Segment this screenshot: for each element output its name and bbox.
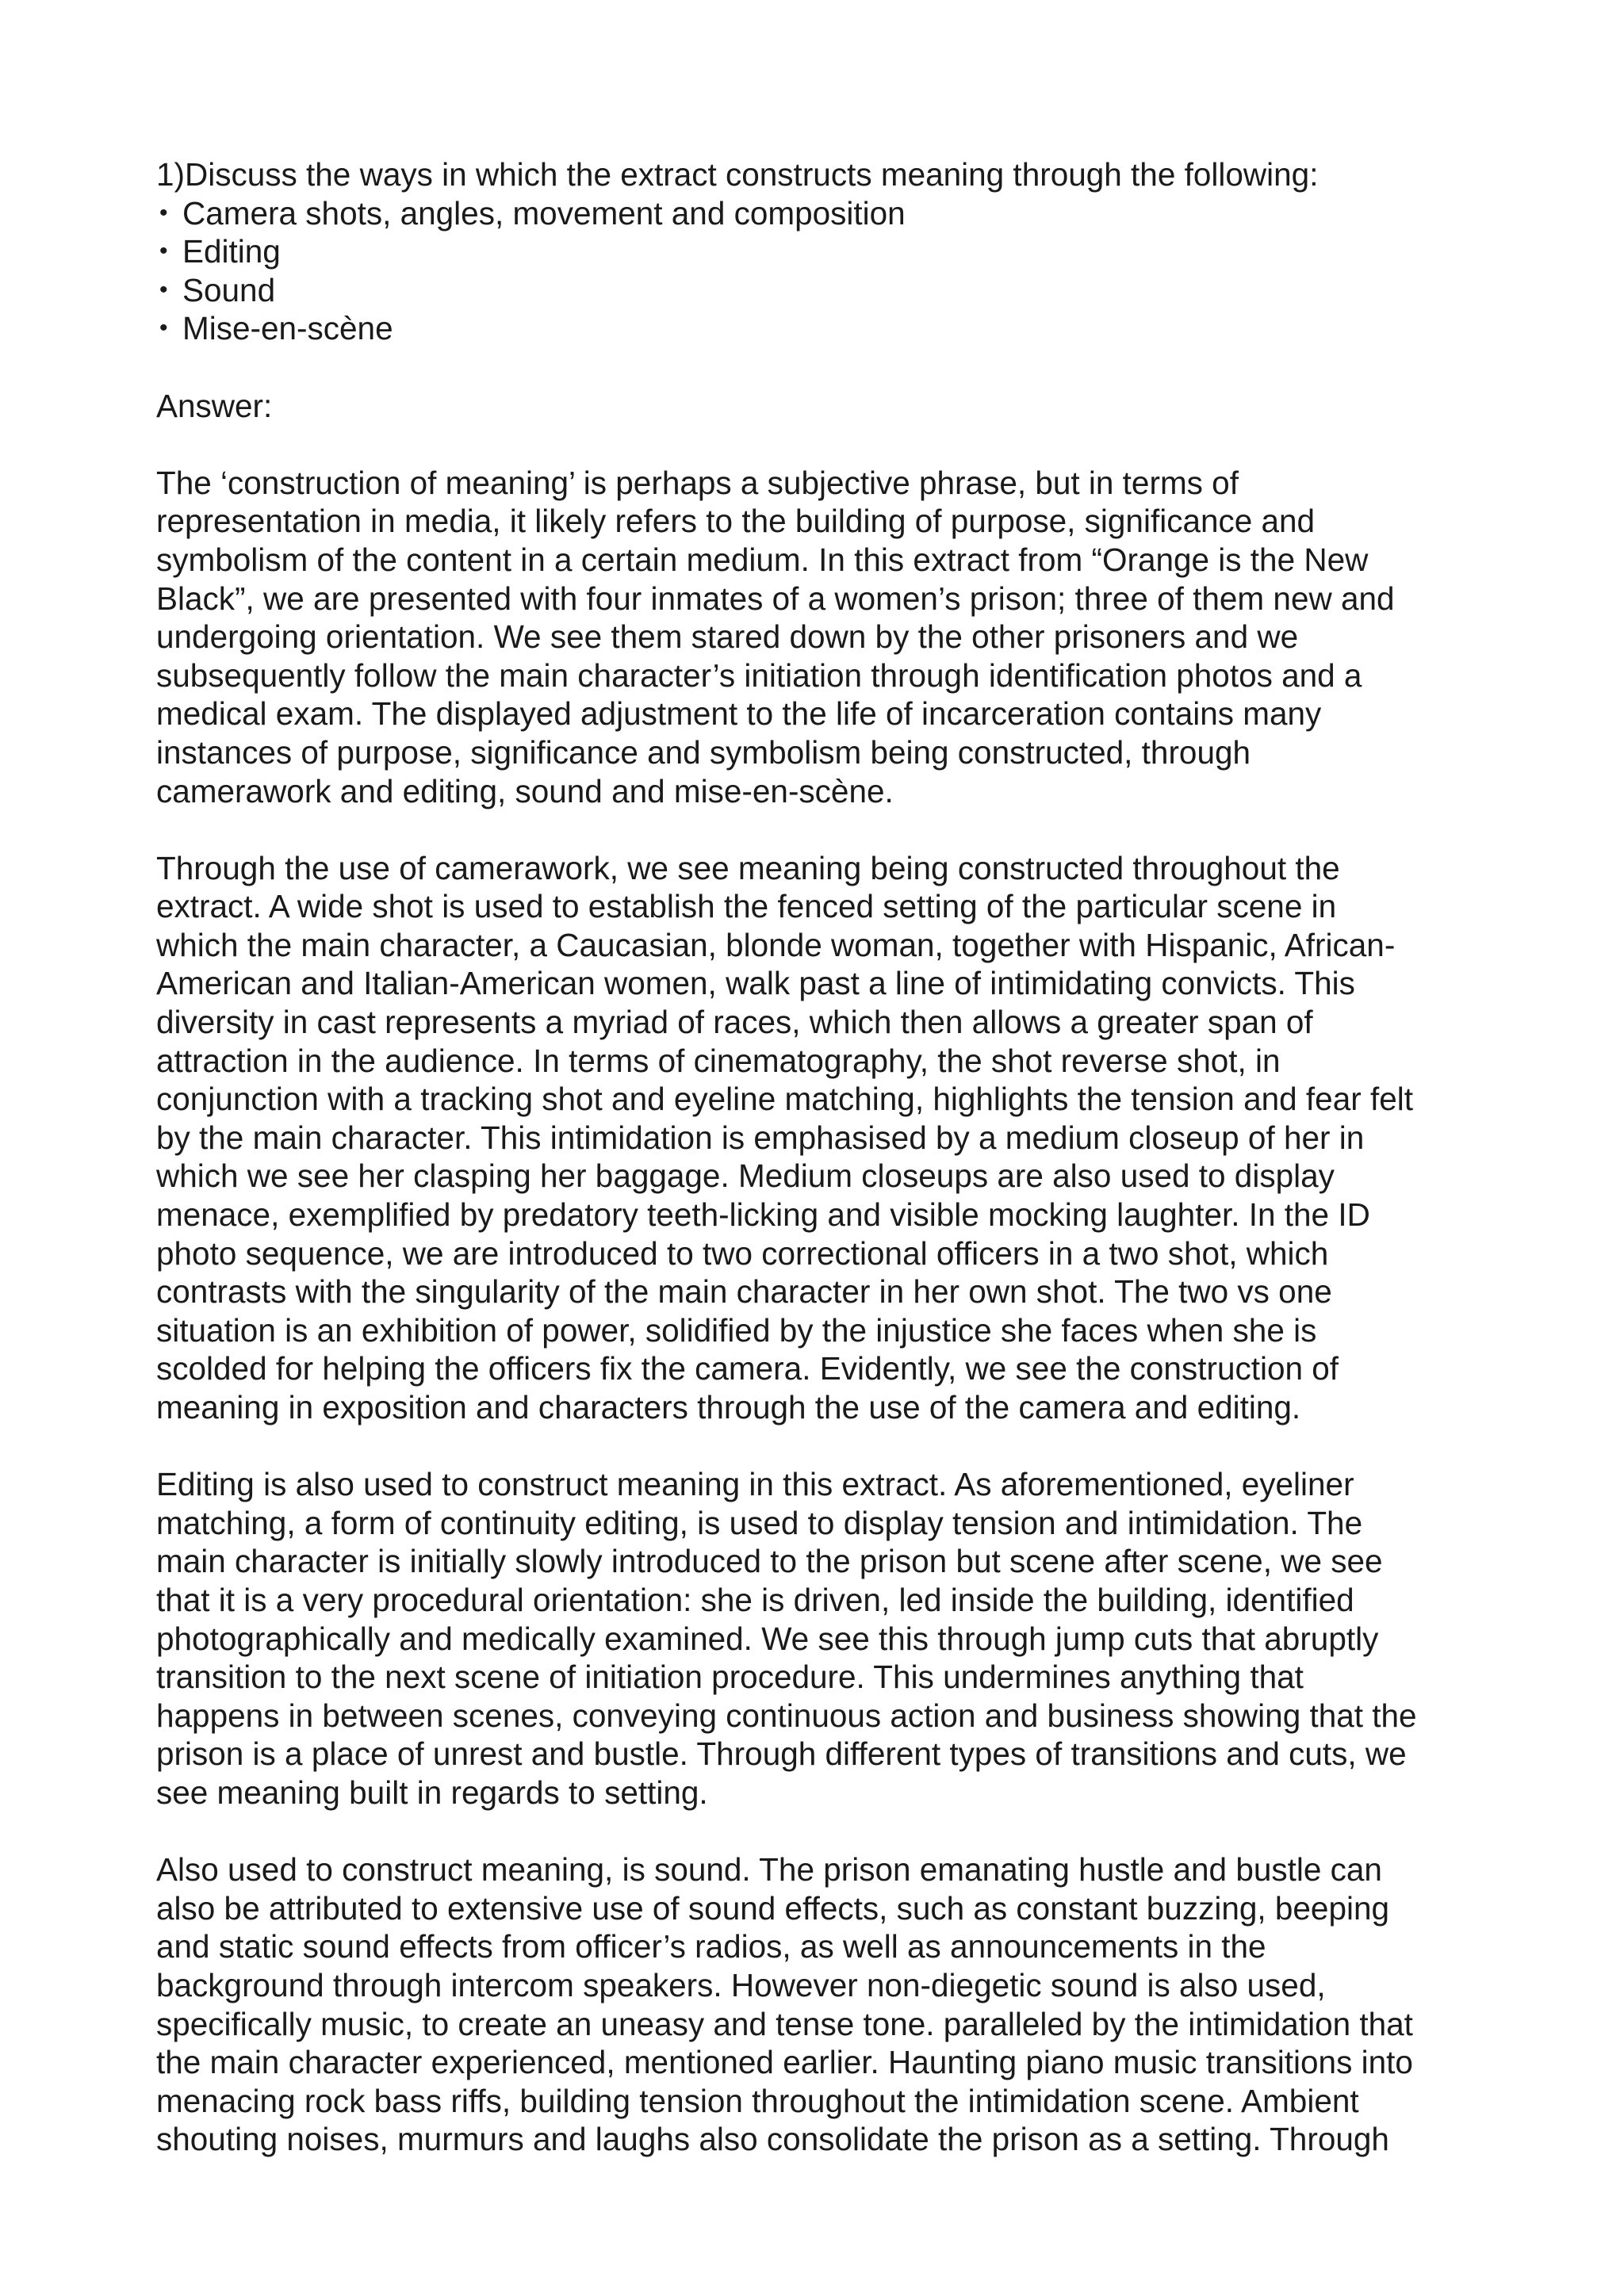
question-prompt: [156, 155, 1496, 194]
bullet-item: [156, 232, 1496, 271]
bullet-item: [156, 194, 1496, 233]
paragraph-editing: Editing is also used to construct meaning in this extract. As aforementioned, eyeliner matching, a form of continuity editing, is used to display tension and intimidation. The main character is initially slowly introduced to the prison but scene after scene, we see that it is a very procedural orientation: she is driven, led inside the building, identified photographically and medically examined. We see this through jump cuts that abruptly transition to the next scene of initiation procedure. This undermines anything that happens in between scenes, conveying continuous action and business showing that the prison is a place of unrest and bustle. Through different types of transitions and cuts, we see meaning built in regards to setting.: [156, 1466, 1417, 1811]
question-bullet-list: [156, 194, 1496, 348]
bullet-icon: •: [159, 238, 168, 265]
bullet-text: Mise-en-scène: [182, 310, 393, 347]
paragraph-introduction: The ‘construction of meaning’ is perhaps a subjective phrase, but in terms of representation in media, it likely refers to the building of purpose, significance and symbolism of the content in a certain medium. In this extract from “Orange is the New Black”, we are presented with four inmates of a women’s prison; three of them new and undergoing orientation. We see them stared down by the other prisoners and we subsequently follow the main character’s initiation through identification photos and a medical exam. The displayed adjustment to the life of incarceration contains many instances of purpose, significance and symbolism being constructed, through camerawork and editing, sound and mise-en-scène.: [156, 464, 1395, 809]
paragraph-camerawork: Through the use of camerawork, we see meaning being constructed throughout the extract. A wide shot is used to establish the fenced setting of the particular scene in which the main character, a Caucasian, blonde woman, together with Hispanic, African- American and Italian-American women, walk past a line of intimidating convicts. This diversity in cast represents a myriad of races, which then allows a greater span of attraction in the audience. In terms of cinematography, the shot reverse shot, in conjunction with a tracking shot and eyeline matching, highlights the tension and fear felt by the main character. This intimidation is emphasised by a medium closeup of her in which we see her clasping her baggage. Medium closeups are also used to display menace, exemplified by predatory teeth-licking and visible mocking laughter. In the ID photo sequence, we are introduced to two correctional officers in a two shot, which contrasts with the singularity of the main character in her own shot. The two vs one situation is an exhibition of power, solidified by the injustice she faces when she is scolded for helping the officers fix the camera. Evidently, we see the construction of meaning in exposition and characters through the use of the camera and editing.: [156, 849, 1413, 1425]
bullet-text: Sound: [182, 271, 276, 308]
bullet-icon: •: [159, 199, 168, 226]
answer-label: Answer:: [156, 387, 273, 424]
question-text: Discuss the ways in which the extract constructs meaning through the following:: [185, 156, 1319, 193]
document-page: [156, 155, 1496, 2159]
bullet-text: Editing: [182, 233, 281, 270]
bullet-text: Camera shots, angles, movement and composition: [182, 194, 906, 232]
bullet-item: [156, 271, 1496, 310]
bullet-icon: •: [159, 315, 168, 342]
bullet-icon: •: [159, 276, 168, 303]
paragraph-sound: Also used to construct meaning, is sound. The prison emanating hustle and bustle can also be attributed to extensive use of sound effects, such as constant buzzing, beeping and static sound effects from officer’s radios, as well as announcements in the background through intercom speakers. However non-diegetic sound is also used, specifically music, to create an uneasy and tense tone. paralleled by the intimidation that the main character experienced, mentioned earlier. Haunting piano music transitions into menacing rock bass riffs, building tension throughout the intimidation scene. Ambient shouting noises, murmurs and laughs also consolidate the prison as a setting. Through: [156, 1851, 1413, 2158]
question-number: 1): [156, 156, 186, 193]
bullet-item: [156, 309, 1496, 348]
